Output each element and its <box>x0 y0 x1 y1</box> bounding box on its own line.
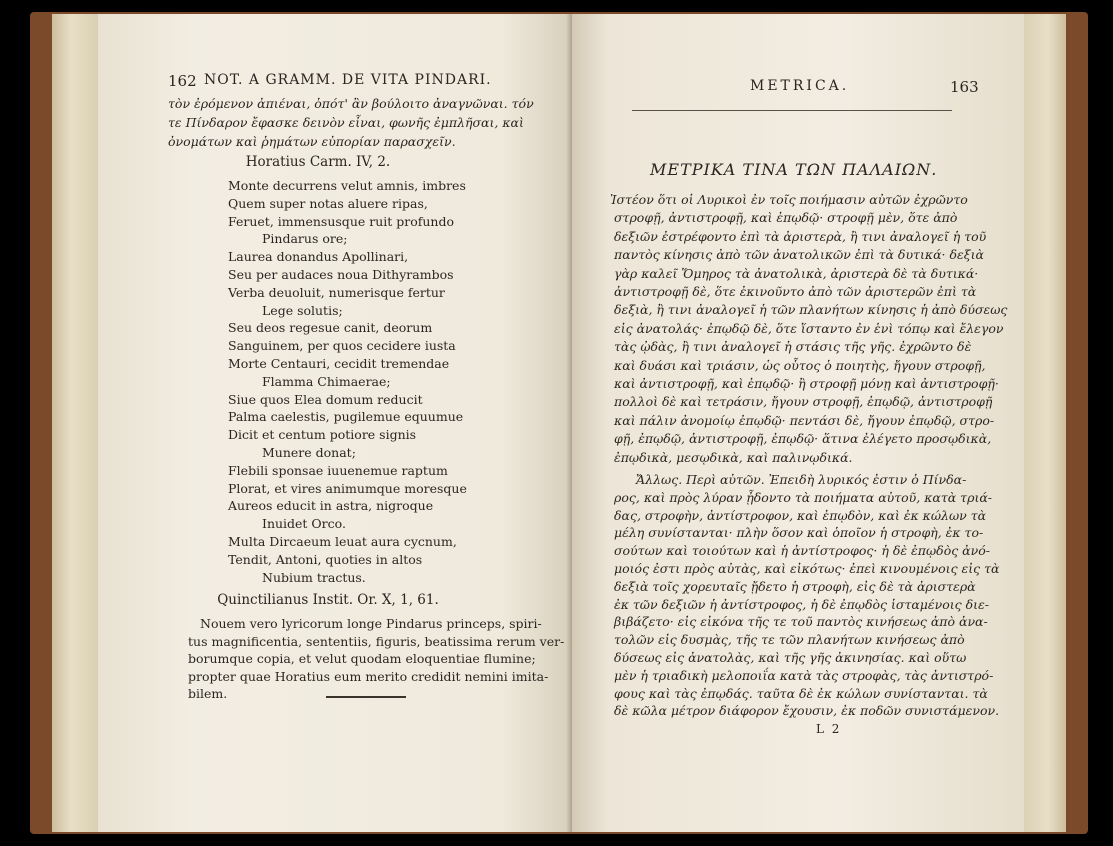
poem-line: Nubium tractus. <box>262 569 366 585</box>
left-page-number: 162 <box>168 72 197 90</box>
greek-text-line: ἐπῳδικὰ, μεσῳδικὰ, καὶ παλινῳδικά. <box>614 449 853 465</box>
greek-text-line: Ἰστέον ὅτι οἱ Λυρικοὶ ἐν τοῖς ποιήμασιν αὐτῶν ἐχρῶντο <box>610 192 968 207</box>
poem-line: Morte Centauri, cecidit tremendae <box>228 356 450 371</box>
greek-text-line: δεξιὰ, ἢ τινι ἀναλογεῖ ἡ τῶν πλανήτων κίνησις ἡ ἀπὸ δύσεως <box>614 302 1008 318</box>
greek-text-line: ρος, καὶ πρὸς λύραν ᾖδοντο τὰ ποιήματα αὐτοῦ, κατὰ τριά- <box>614 489 993 505</box>
prose-line: propter quae Horatius eum merito credidit nemini imita- <box>188 668 549 684</box>
greek-text-line: δὲ κῶλα μέτρον διάφορον ἔχουσιν, ἐκ ποδῶν συνιστάμενον. <box>614 703 1000 719</box>
greek-text-line: δεξιῶν ἐστρέφοντο ἐπὶ τὰ ἀριστερὰ, ἢ τινι ἀναλογεῖ ἡ τοῦ <box>614 228 987 244</box>
poem-line: Plorat, et vires animumque moresque <box>228 480 467 496</box>
poem-line: Pindarus ore; <box>262 231 348 247</box>
poem-line: Seu per audaces noua Dithyrambos <box>228 267 454 282</box>
horace-heading: Horatius Carm. IV, 2. <box>245 154 391 170</box>
poem-line: Dicit et centum potiore signis <box>228 427 417 443</box>
greek-text-line: τὸν ἐρόμενον ἀπιέναι, ὁπότ' ἂν βούλοιτο ἀναγνῶναι. τόν <box>168 96 534 111</box>
right-running-head: METRICA. <box>750 78 850 94</box>
poem-line: Monte decurrens velut amnis, imbres <box>228 178 466 193</box>
greek-text-line: μέλη συνίστανται· πλὴν ὅσον καὶ ὁποῖον ἡ στροφὴ, ἐκ το- <box>614 525 984 541</box>
greek-text-line: φους καὶ τὰς ἐπῳδάς. ταῦτα δὲ ἐκ κώλων συνίστανται. τὰ <box>614 685 988 701</box>
greek-text-line: πολλοὶ δὲ καὶ τετράσιν, ἤγουν στροφῇ, ἐπῳδῷ, ἀντιστροφῇ <box>614 394 993 410</box>
right-page-number: 163 <box>950 78 979 96</box>
poem-line: Siue quos Elea domum reducit <box>228 391 423 407</box>
greek-text-line: μοιός ἐστι πρὸς αὐτὰς, καὶ εἰκότως· ἐπεὶ κινουμένοις εἰς τὰ <box>614 561 1000 576</box>
greek-text-line: τὰς ᾠδὰς, ἢ τινι ἀναλογεῖ ἡ στάσις τῆς γῆς. ἐχρῶντο δὲ <box>614 339 972 355</box>
poem-line: Multa Dircaeum leuat aura cycnum, <box>228 534 457 549</box>
end-rule <box>326 696 406 698</box>
metrica-title: ΜΕΤΡΙΚΑ ΤΙΝΑ ΤΩΝ ΠΑΛΑΙΩΝ. <box>650 160 938 179</box>
poem-line: Laurea donandus Apollinari, <box>228 249 409 265</box>
greek-text-line: τε Πίνδαρον ἔφασκε δεινὸν εἶναι, φωνῆς ἐμπλῆσαι, καὶ <box>168 115 524 130</box>
prose-line: borumque copia, et velut quodam eloquentiae flumine; <box>188 651 536 666</box>
greek-text-line: στροφῇ, ἀντιστροφῇ, καὶ ἐπῳδῷ· στροφῇ μὲν, ὅτε ἀπὸ <box>614 210 958 226</box>
poem-line: Munere donat; <box>262 445 356 460</box>
poem-line: Flamma Chimaerae; <box>262 373 391 389</box>
greek-text-line: καὶ ἀντιστροφῇ, καὶ ἐπῳδῷ· ἢ στροφῇ μόνῃ καὶ ἀντιστροφῇ· <box>614 376 999 391</box>
greek-text-line: καὶ δυάσι καὶ τριάσιν, ὡς οὗτος ὁ ποιητὴς, ἤγουν στροφῇ, <box>614 357 986 373</box>
signature-mark: L 2 <box>816 722 842 736</box>
poem-line: Lege solutis; <box>262 302 343 318</box>
poem-line: Tendit, Antoni, quoties in altos <box>228 551 423 567</box>
greek-text-line: Ἄλλως. Περὶ αὐτῶν. Ἐπειδὴ λυρικός ἐστιν ὁ Πίνδα- <box>636 472 967 487</box>
poem-line: Aureos educit in astra, nigroque <box>228 498 434 514</box>
greek-text-line: δύσεως εἰς ἀνατολὰς, καὶ τῆς γῆς ἀκινησίας. καὶ οὕτω <box>614 650 967 665</box>
greek-text-line: μὲν ἡ τριαδικὴ μελοποιΐα κατὰ τὰς στροφὰς, τὰς ἀντιστρό- <box>614 667 994 683</box>
greek-text-line: εἰς ἀνατολάς· ἐπῳδῷ δὲ, ὅτε ἵσταντο ἐν ἑνὶ τόπῳ καὶ ἔλεγον <box>614 320 1004 336</box>
poem-line: Seu deos regesue canit, deorum <box>228 320 433 336</box>
greek-text-line: ἐκ τῶν δεξιῶν ἡ ἀντίστροφος, ἡ δὲ ἐπῳδὸς ἱσταμένοις διε- <box>614 596 989 612</box>
poem-line: Palma caelestis, pugilemue equumue <box>228 409 464 425</box>
poem-line: Sanguinem, per quos cecidere iusta <box>228 338 456 354</box>
greek-text-line: βιβάζετο· εἰς εἰκόνα τῆς τε τοῦ παντὸς κινήσεως ἀπὸ ἀνα- <box>614 614 988 630</box>
poem-line: Verba deuoluit, numerisque fertur <box>228 284 445 300</box>
greek-text-line: γὰρ καλεῖ Ὅμηρος τὰ ἀνατολικὰ, ἀριστερὰ δὲ τὰ δυτικά· <box>614 265 979 281</box>
page-edges-right <box>1020 14 1066 832</box>
poem-line: Quem super notas aluere ripas, <box>228 195 428 211</box>
greek-text-line: παντὸς κίνησις ἀπὸ τῶν ἀνατολικῶν ἐπὶ τὰ δυτικά· δεξιὰ <box>614 247 984 263</box>
greek-text-line: δεξιὰ τοῖς χορευταῖς ᾔδετο ἡ στροφὴ, εἰς δὲ τὰ ἀριστερὰ <box>614 578 976 594</box>
prose-line: Nouem vero lyricorum longe Pindarus princeps, spiri- <box>200 616 542 631</box>
right-page <box>572 14 1024 832</box>
left-page <box>98 14 572 832</box>
greek-text-line: ὀνομάτων καὶ ῥημάτων εὐπορίαν παρασχεῖν. <box>168 134 456 149</box>
header-rule <box>632 110 952 111</box>
greek-text-line: τολῶν εἰς δυσμὰς, τῆς τε τῶν πλανήτων κινήσεως ἀπὸ <box>614 632 965 648</box>
greek-text-line: σούτων καὶ τοιούτων καὶ ἡ ἀντίστροφος· ἡ δὲ ἐπῳδὸς ἀνό- <box>614 543 990 559</box>
poem-line: Feruet, immensusque ruit profundo <box>228 213 455 229</box>
greek-text-line: δας, στροφὴν, ἀντίστροφον, καὶ ἐπῳδὸν, καὶ ἐκ κώλων τὰ <box>614 507 987 523</box>
prose-line: bilem. <box>188 686 228 701</box>
greek-text-line: ἀντιστροφῇ δὲ, ὅτε ἐκινοῦντο ἀπὸ τῶν ἀριστερῶν ἐπὶ τὰ <box>614 284 977 299</box>
poem-line: Flebili sponsae iuuenemue raptum <box>228 462 448 478</box>
quintilian-heading: Quinctilianus Instit. Or. X, 1, 61. <box>217 592 439 608</box>
greek-text-line: φῇ, ἐπῳδῷ, ἀντιστροφῇ, ἐπῳδῷ· ἅτινα ἐλέγετο προσῳδικὰ, <box>614 431 992 447</box>
left-running-head: NOT. A GRAMM. DE VITA PINDARI. <box>204 72 492 88</box>
page-edges-left <box>52 14 100 832</box>
greek-text-line: καὶ πάλιν ἀνομοίῳ ἐπῳδῷ· πεντάσι δὲ, ἤγουν ἐπῳδῷ, στρο- <box>614 412 995 428</box>
prose-line: tus magnificentia, sententiis, figuris, beatissima rerum ver- <box>188 633 565 649</box>
poem-line: Inuidet Orco. <box>262 516 346 532</box>
